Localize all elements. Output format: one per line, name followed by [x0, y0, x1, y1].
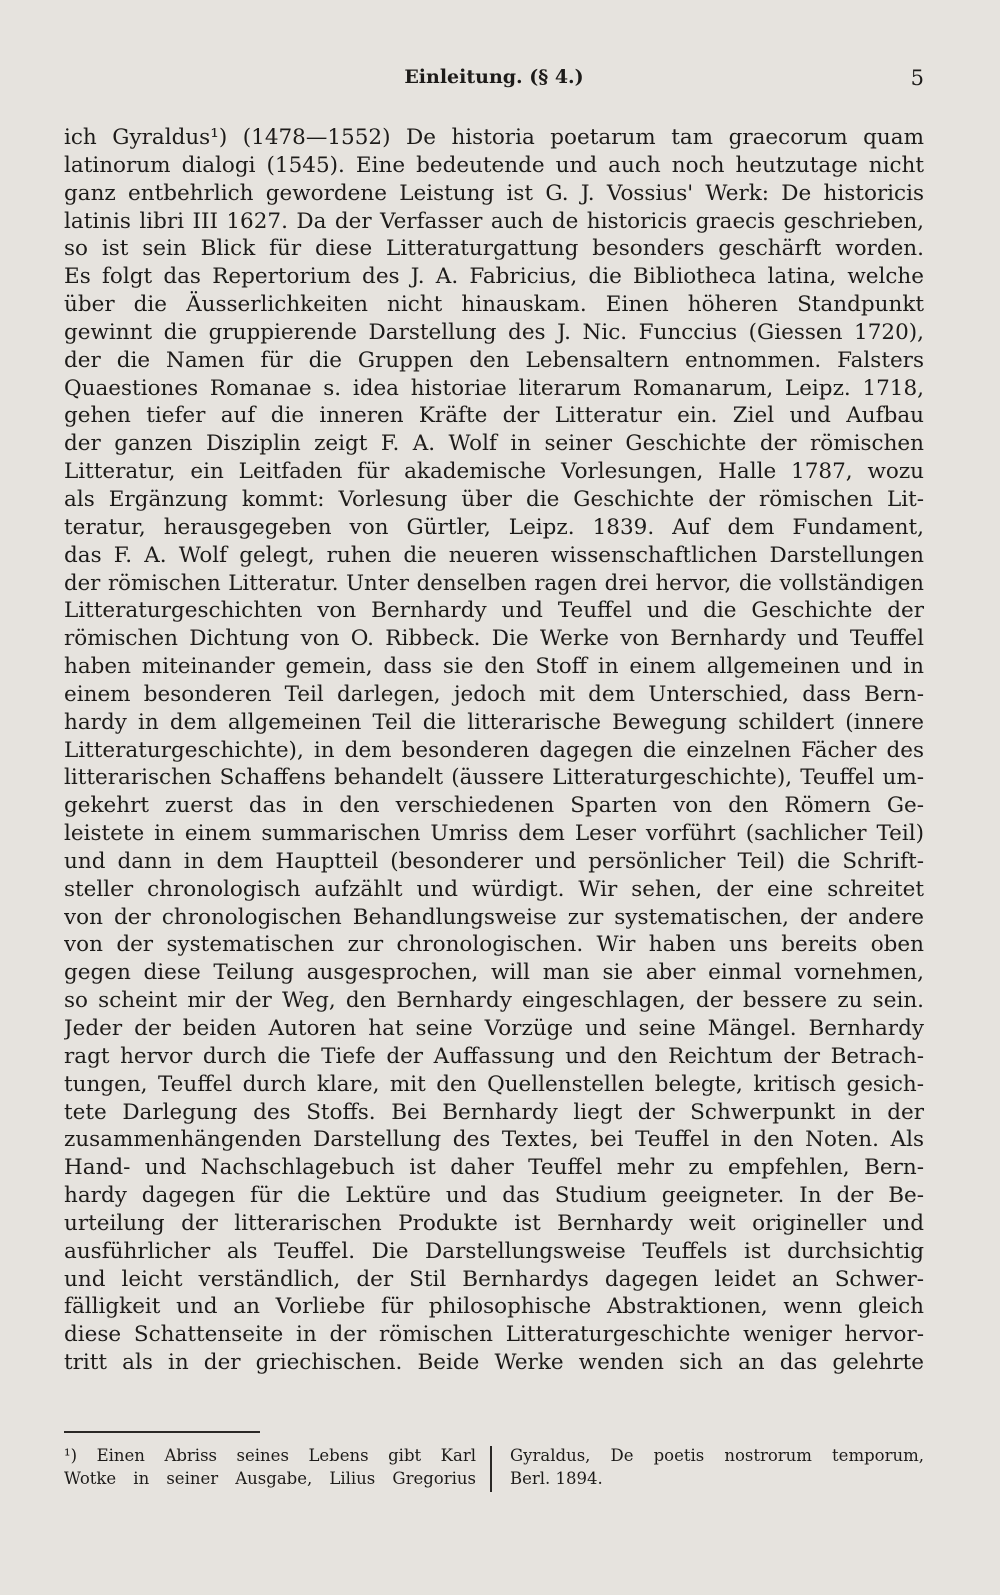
- footnote-line: ¹) Einen Abriss seines Lebens gibt Karl: [64, 1446, 476, 1465]
- body-line: gegen diese Teilung ausgesprochen, will man sie aber einmal vornehmen,: [64, 960, 924, 986]
- page-number: 5: [910, 66, 924, 90]
- footnote-left-column: [64, 1444, 476, 1490]
- body-line: ragt hervor durch die Tiefe der Auffassung und den Reichtum der Betrach-: [64, 1043, 924, 1069]
- body-line: der ganzen Disziplin zeigt F. A. Wolf in seiner Geschichte der römischen: [64, 431, 924, 457]
- body-line: als Ergänzung kommt: Vorlesung über die Geschichte der römischen Lit-: [64, 486, 924, 512]
- body-line: über die Äusserlichkeiten nicht hinauskam. Einen höheren Standpunkt: [64, 292, 924, 318]
- body-line: Litteratur, ein Leitfaden für akademische Vorlesungen, Halle 1787, wozu: [64, 459, 924, 485]
- body-line: von der chronologischen Behandlungsweise zur systematischen, der andere: [64, 904, 924, 930]
- body-line: hardy dagegen für die Lektüre und das Studium geeigneter. In der Be-: [64, 1183, 924, 1209]
- footnote: [64, 1444, 924, 1500]
- body-line: einem besonderen Teil darlegen, jedoch mit dem Unterschied, dass Bern-: [64, 681, 924, 707]
- body-line: zusammenhängenden Darstellung des Textes, bei Teuffel in den Noten. Als: [64, 1127, 924, 1153]
- body-line: ich Gyraldus¹) (1478—1552) De historia poetarum tam graecorum quam: [64, 125, 924, 150]
- body-line: teratur, herausgegeben von Gürtler, Leipz. 1839. Auf dem Fundament,: [64, 514, 924, 540]
- body-line: so scheint mir der Weg, den Bernhardy eingeschlagen, der bessere zu sein.: [64, 988, 924, 1014]
- running-head: [64, 66, 924, 98]
- footnote-line: Wotke in seiner Ausgabe, Lilius Gregorius: [64, 1469, 476, 1488]
- body-line: Jeder der beiden Autoren hat seine Vorzüge und seine Mängel. Bernhardy: [64, 1016, 924, 1041]
- body-line: ganz entbehrlich gewordene Leistung ist G. J. Vossius' Werk: De historicis: [64, 180, 924, 206]
- footnote-column-divider: [490, 1446, 492, 1492]
- body-text: [64, 124, 924, 1377]
- body-line: Quaestiones Romanae s. idea historiae literarum Romanarum, Leipz. 1718,: [64, 375, 924, 401]
- body-line: gewinnt die gruppierende Darstellung des J. Nic. Funccius (Giessen 1720),: [64, 319, 924, 345]
- body-line: und leicht verständlich, der Stil Bernhardys dagegen leidet an Schwer-: [64, 1266, 924, 1292]
- body-line: gehen tiefer auf die inneren Kräfte der Litteratur ein. Ziel und Aufbau: [64, 403, 924, 429]
- body-line: fälligkeit und an Vorliebe für philosophische Abstraktionen, wenn gleich: [64, 1294, 924, 1320]
- body-line: Es folgt das Repertorium des J. A. Fabricius, die Bibliotheca latina, welche: [64, 264, 924, 290]
- body-line: latinis libri III 1627. Da der Verfasser auch de historicis graecis geschrieben,: [64, 208, 924, 234]
- body-line: das F. A. Wolf gelegt, ruhen die neueren wissenschaftlichen Darstellungen: [64, 542, 924, 568]
- body-line: der römischen Litteratur. Unter denselben ragen drei hervor, die vollständigen: [64, 570, 924, 596]
- body-line: Litteraturgeschichte), in dem besonderen dagegen die einzelnen Fächer des: [64, 737, 924, 763]
- footnote-line: Berl. 1894.: [510, 1469, 603, 1488]
- body-line: tritt als in der griechischen. Beide Werke wenden sich an das gelehrte: [64, 1350, 924, 1376]
- body-line: römischen Dichtung von O. Ribbeck. Die Werke von Bernhardy und Teuffel: [64, 626, 924, 652]
- body-line: urteilung der litterarischen Produkte ist Bernhardy weit origineller und: [64, 1210, 924, 1236]
- body-line: Hand- und Nachschlagebuch ist daher Teuffel mehr zu empfehlen, Bern-: [64, 1155, 924, 1181]
- body-line: gekehrt zuerst das in den verschiedenen Sparten von den Römern Ge-: [64, 793, 924, 819]
- body-line: tungen, Teuffel durch klare, mit den Quellenstellen belegte, kritisch gesich-: [64, 1071, 924, 1097]
- body-line: ausführlicher als Teuffel. Die Darstellungsweise Teuffels ist durchsichtig: [64, 1238, 924, 1264]
- running-head-title: Einleitung. (§ 4.): [404, 66, 584, 88]
- body-line: haben miteinander gemein, dass sie den Stoff in einem allgemeinen und in: [64, 654, 924, 680]
- body-line: von der systematischen zur chronologischen. Wir haben uns bereits oben: [64, 932, 924, 958]
- footnote-right-column: [510, 1444, 924, 1490]
- body-line: diese Schattenseite in der römischen Litteraturgeschichte weniger hervor-: [64, 1322, 924, 1348]
- body-line: leistete in einem summarischen Umriss dem Leser vorführt (sachlicher Teil): [64, 821, 924, 847]
- body-line: tete Darlegung des Stoffs. Bei Bernhardy liegt der Schwerpunkt in der: [64, 1099, 924, 1125]
- body-line: Litteraturgeschichten von Bernhardy und Teuffel und die Geschichte der: [64, 598, 924, 624]
- body-line: und dann in dem Hauptteil (besonderer und persönlicher Teil) die Schrift-: [64, 848, 924, 874]
- body-line: der die Namen für die Gruppen den Lebensaltern entnommen. Falsters: [64, 347, 924, 373]
- body-line: latinorum dialogi (1545). Eine bedeutende und auch noch heutzutage nicht: [64, 152, 924, 178]
- body-line: so ist sein Blick für diese Litteraturgattung besonders geschärft worden.: [64, 236, 924, 262]
- footnote-line: Gyraldus, De poetis nostrorum temporum,: [510, 1446, 924, 1465]
- body-line: steller chronologisch aufzählt und würdigt. Wir sehen, der eine schreitet: [64, 876, 924, 902]
- footnote-rule: [64, 1431, 260, 1433]
- body-line: litterarischen Schaffens behandelt (äussere Litteraturgeschichte), Teuffel um-: [64, 765, 924, 791]
- body-line: hardy in dem allgemeinen Teil die litterarische Bewegung schildert (innere: [64, 709, 924, 735]
